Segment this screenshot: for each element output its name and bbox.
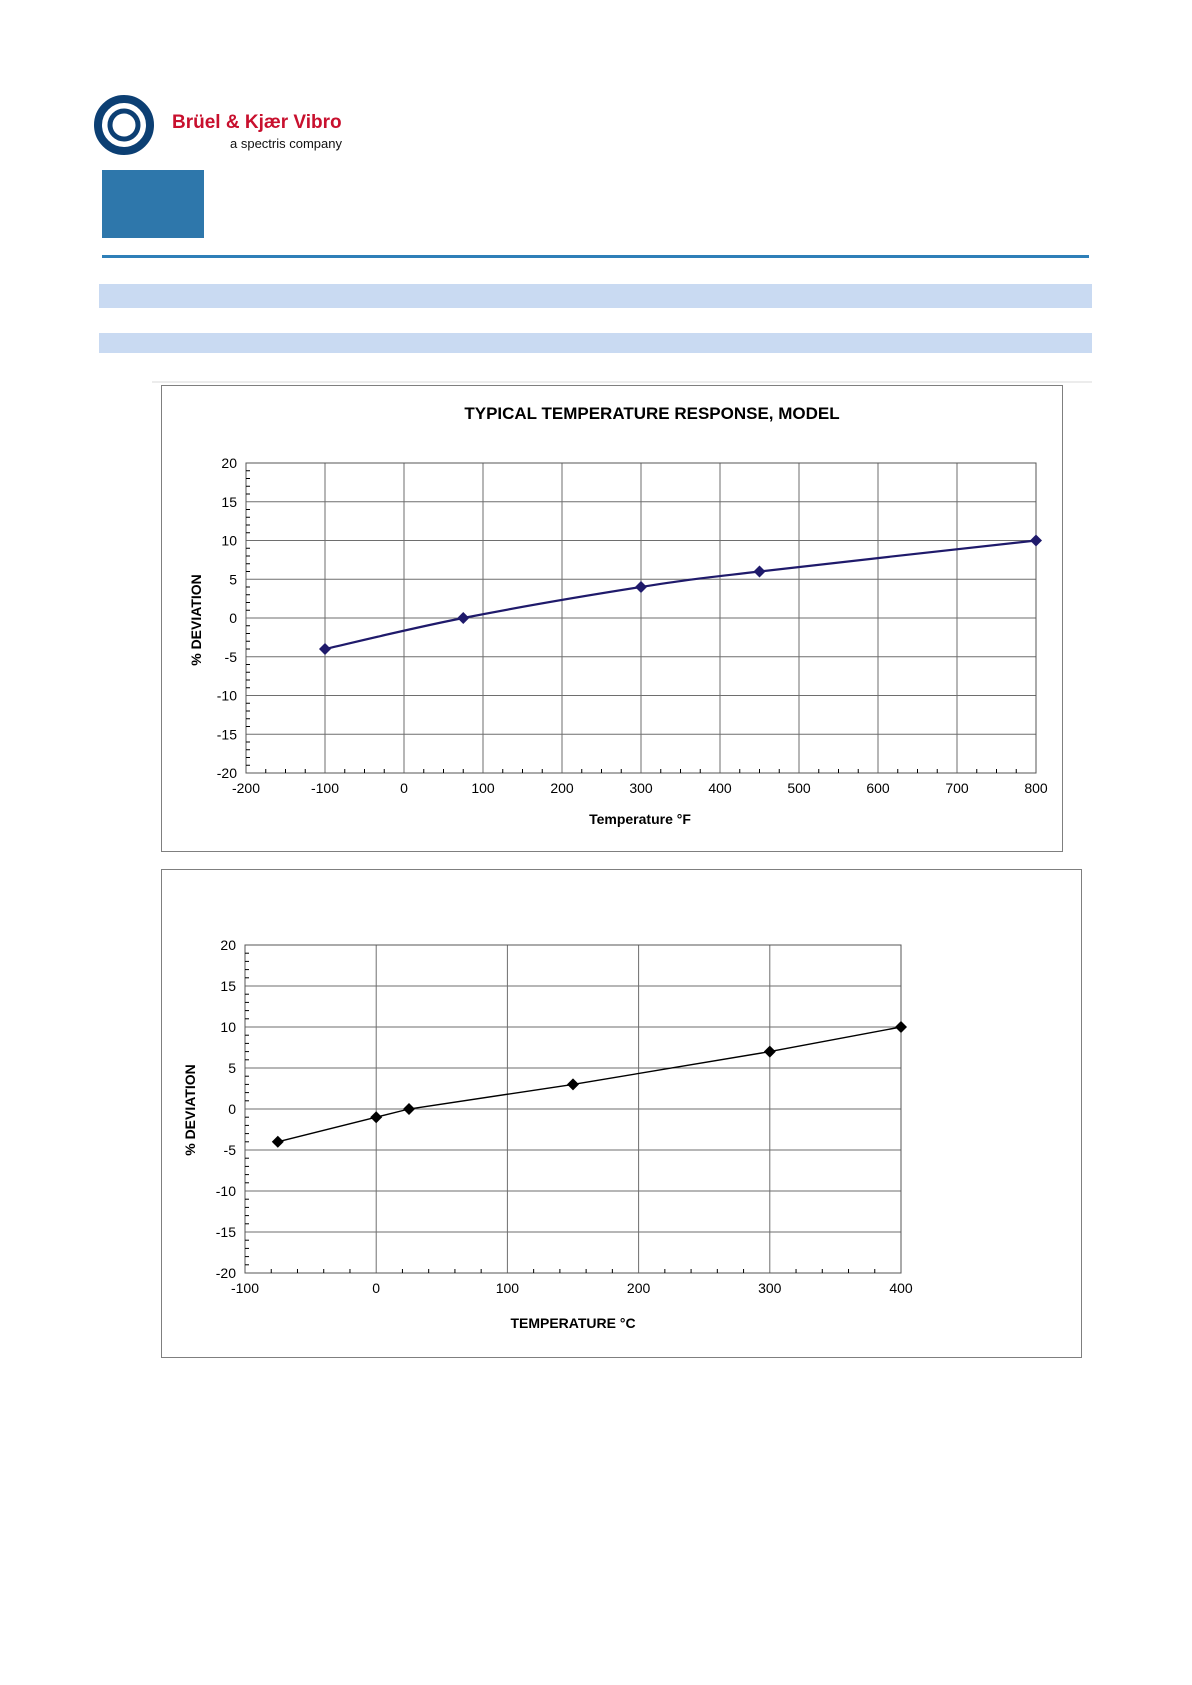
section-band-2 (99, 333, 1092, 353)
x-tick-label: -100 (310, 780, 340, 796)
x-tick-label: -200 (231, 780, 261, 796)
y-tick-label: 10 (220, 1019, 236, 1035)
data-point (754, 566, 766, 578)
brand-tagline: a spectris company (230, 136, 342, 151)
x-tick-label: 500 (787, 780, 811, 796)
y-tick-label: 0 (229, 610, 237, 626)
chart-title: TYPICAL TEMPERATURE RESPONSE, MODEL (464, 404, 840, 423)
data-point (895, 1021, 907, 1033)
x-axis-label: TEMPERATURE °C (510, 1315, 636, 1331)
x-tick-label: 100 (495, 1280, 520, 1296)
x-tick-label: 600 (866, 780, 890, 796)
y-axis-label: % DEVIATION (182, 1064, 198, 1156)
x-tick-label: -100 (230, 1280, 260, 1296)
x-tick-label: 300 (758, 1280, 782, 1296)
series-line (278, 1027, 901, 1142)
x-tick-label: 100 (471, 780, 495, 796)
brand-logo (94, 94, 374, 156)
y-tick-label: -15 (216, 726, 237, 743)
y-tick-label: 20 (221, 455, 237, 471)
plot-area (216, 937, 913, 1296)
data-point (567, 1078, 579, 1090)
x-axis-label: Temperature °F (589, 811, 691, 827)
x-tick-label: 800 (1024, 780, 1048, 796)
y-tick-label: 15 (220, 978, 236, 994)
y-tick-label: -20 (216, 765, 237, 781)
y-tick-label: 15 (221, 493, 237, 510)
data-point (635, 581, 647, 593)
y-tick-label: -10 (215, 1183, 236, 1199)
plot-area (217, 455, 1048, 796)
data-point (1030, 535, 1042, 547)
y-tick-label: -20 (215, 1265, 236, 1281)
chart-fahrenheit-svg (162, 386, 1062, 851)
y-tick-label: -5 (224, 648, 237, 665)
data-point (272, 1136, 284, 1148)
data-point (457, 612, 469, 624)
chart-celsius (161, 869, 1082, 1358)
series-line (325, 541, 1036, 650)
brand-logo-icon (94, 94, 164, 156)
data-point (403, 1103, 415, 1115)
x-tick-label: 700 (945, 780, 969, 796)
y-tick-label: 0 (228, 1101, 236, 1117)
divider-line (152, 381, 1092, 383)
y-tick-label: 5 (228, 1060, 236, 1076)
y-tick-label: 5 (229, 571, 237, 588)
header-rule (102, 255, 1089, 258)
x-tick-label: 400 (889, 1280, 913, 1296)
x-tick-label: 0 (400, 780, 408, 796)
x-tick-label: 200 (626, 1280, 651, 1296)
section-band-1 (99, 284, 1092, 308)
x-tick-label: 300 (629, 780, 653, 796)
chart-celsius-svg (162, 870, 1081, 1357)
y-tick-label: 20 (220, 937, 236, 953)
data-point (370, 1111, 382, 1123)
y-axis-label: % DEVIATION (188, 574, 204, 666)
data-point (319, 643, 331, 655)
x-tick-label: 200 (550, 780, 574, 796)
y-tick-label: -5 (223, 1142, 236, 1158)
data-point (764, 1046, 776, 1058)
x-tick-label: 0 (372, 1280, 381, 1296)
y-tick-label: -10 (216, 687, 237, 704)
chart-fahrenheit (161, 385, 1063, 852)
brand-name: Brüel & Kjær Vibro (172, 112, 342, 133)
header-square (102, 170, 204, 238)
x-tick-label: 400 (708, 780, 732, 796)
y-tick-label: -15 (215, 1224, 236, 1240)
y-tick-label: 10 (221, 532, 237, 549)
